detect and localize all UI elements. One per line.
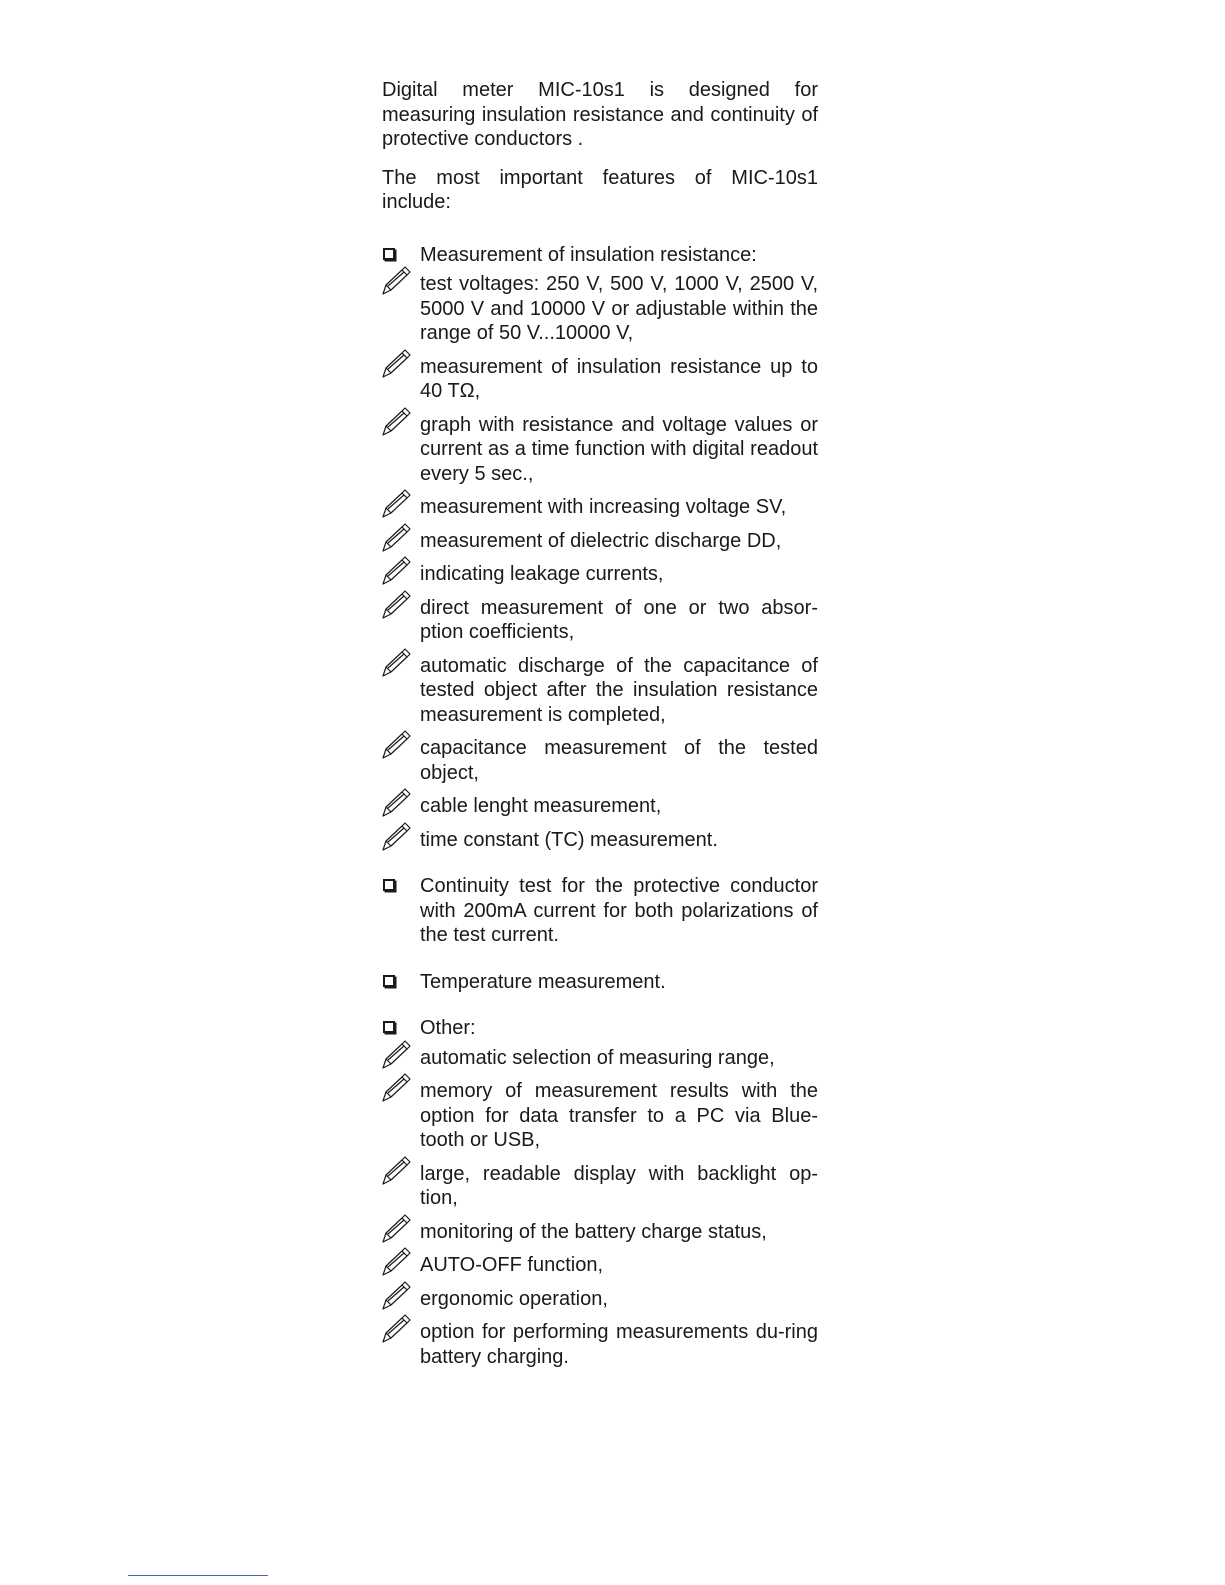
pencil-icon xyxy=(380,822,414,852)
list-item xyxy=(382,355,818,404)
pencil-icon xyxy=(380,1281,414,1311)
list-item xyxy=(382,1287,818,1312)
pencil-icon xyxy=(380,730,414,760)
list-item xyxy=(382,1220,818,1245)
list-item-text: option for performing measurements du-ring battery charging. xyxy=(420,1321,818,1368)
checkbox-icon xyxy=(383,248,395,260)
list-item xyxy=(382,654,818,728)
list-item-text: monitoring of the battery charge status, xyxy=(420,1220,767,1243)
pencil-icon xyxy=(380,556,414,586)
pencil-icon xyxy=(380,1247,414,1277)
section-heading-text: Other: xyxy=(420,1017,476,1039)
list-item-text: time constant (TC) measurement. xyxy=(420,828,718,851)
list-item xyxy=(382,495,818,520)
list-item-text: ergonomic operation, xyxy=(420,1287,608,1310)
intro-paragraph: Digital meter MIC-10s1 is designed for measuring insulation resistance and continuity of protective conductors . xyxy=(382,79,818,150)
list-item-text: cable lenght measurement, xyxy=(420,795,662,817)
list-item-text: AUTO-OFF function, xyxy=(420,1254,604,1276)
pencil-icon xyxy=(380,788,414,818)
list-item xyxy=(382,828,818,853)
pencil-icon xyxy=(380,266,414,296)
list-item-text: indicating leakage currents, xyxy=(420,563,664,585)
list-item xyxy=(382,596,818,645)
pencil-icon xyxy=(380,1073,414,1103)
section-heading xyxy=(382,243,818,268)
list-item-text: direct measurement of one or two absor-ption coefficients, xyxy=(420,596,818,643)
list-item xyxy=(382,1253,818,1278)
pencil-icon xyxy=(380,407,414,437)
list-item xyxy=(382,272,818,346)
list-item-text: automatic selection of measuring range, xyxy=(420,1046,775,1069)
list-item-text: memory of measurement results with the option for data transfer to a PC via Blue-tooth or USB, xyxy=(420,1080,818,1151)
pencil-icon xyxy=(380,1156,414,1186)
pencil-icon xyxy=(380,590,414,620)
checkbox-icon xyxy=(383,879,395,891)
section-heading xyxy=(382,970,818,995)
list-item-text: measurement of dielectric discharge DD, xyxy=(420,529,782,552)
list-item xyxy=(382,413,818,487)
list-item xyxy=(382,794,818,819)
pencil-icon xyxy=(380,523,414,553)
pencil-icon xyxy=(380,489,414,519)
list-item-text: measurement with increasing voltage SV, xyxy=(420,496,787,518)
feature-section xyxy=(382,1016,818,1369)
section-heading-text: Temperature measurement. xyxy=(420,970,666,993)
list-item-text: graph with resistance and voltage values or current as a time function with digital readout every 5 sec., xyxy=(420,413,818,485)
list-item-text: measurement of insulation resistance up to 40 TΩ, xyxy=(420,355,818,402)
section-heading xyxy=(382,1016,818,1041)
footnote-rule xyxy=(128,1575,268,1576)
list-item xyxy=(382,529,818,554)
list-item xyxy=(382,1162,818,1211)
list-item xyxy=(382,736,818,785)
list-item-text: automatic discharge of the capacitance of tested object after the insulation resistance measurement is completed, xyxy=(420,654,818,726)
list-item-text: large, readable display with backlight op-tion, xyxy=(420,1162,818,1209)
list-item xyxy=(382,562,818,587)
pencil-icon xyxy=(380,1214,414,1244)
checkbox-icon xyxy=(383,1021,395,1033)
pencil-icon xyxy=(380,1040,414,1070)
list-item-text: capacitance measurement of the tested object, xyxy=(420,737,818,784)
list-item xyxy=(382,1079,818,1153)
document-body xyxy=(382,78,818,1369)
section-heading-text: Continuity test for the protective conductor with 200mA current for both polarizations of the test current. xyxy=(420,875,818,946)
section-heading xyxy=(382,874,818,948)
checkbox-icon xyxy=(383,975,395,987)
feature-section xyxy=(382,243,818,853)
pencil-icon xyxy=(380,648,414,678)
pencil-icon xyxy=(380,1314,414,1344)
section-heading-text: Measurement of insulation resistance: xyxy=(420,243,757,266)
list-item xyxy=(382,1046,818,1071)
pencil-icon xyxy=(380,349,414,379)
feature-section xyxy=(382,874,818,948)
intro-paragraph: The most important features of MIC-10s1 include: xyxy=(382,166,818,213)
feature-section xyxy=(382,970,818,995)
list-item xyxy=(382,1320,818,1369)
list-item-text: test voltages: 250 V, 500 V, 1000 V, 2500 V, 5000 V and 10000 V or adjustable within the range of 50 V...10000 V, xyxy=(420,273,818,344)
